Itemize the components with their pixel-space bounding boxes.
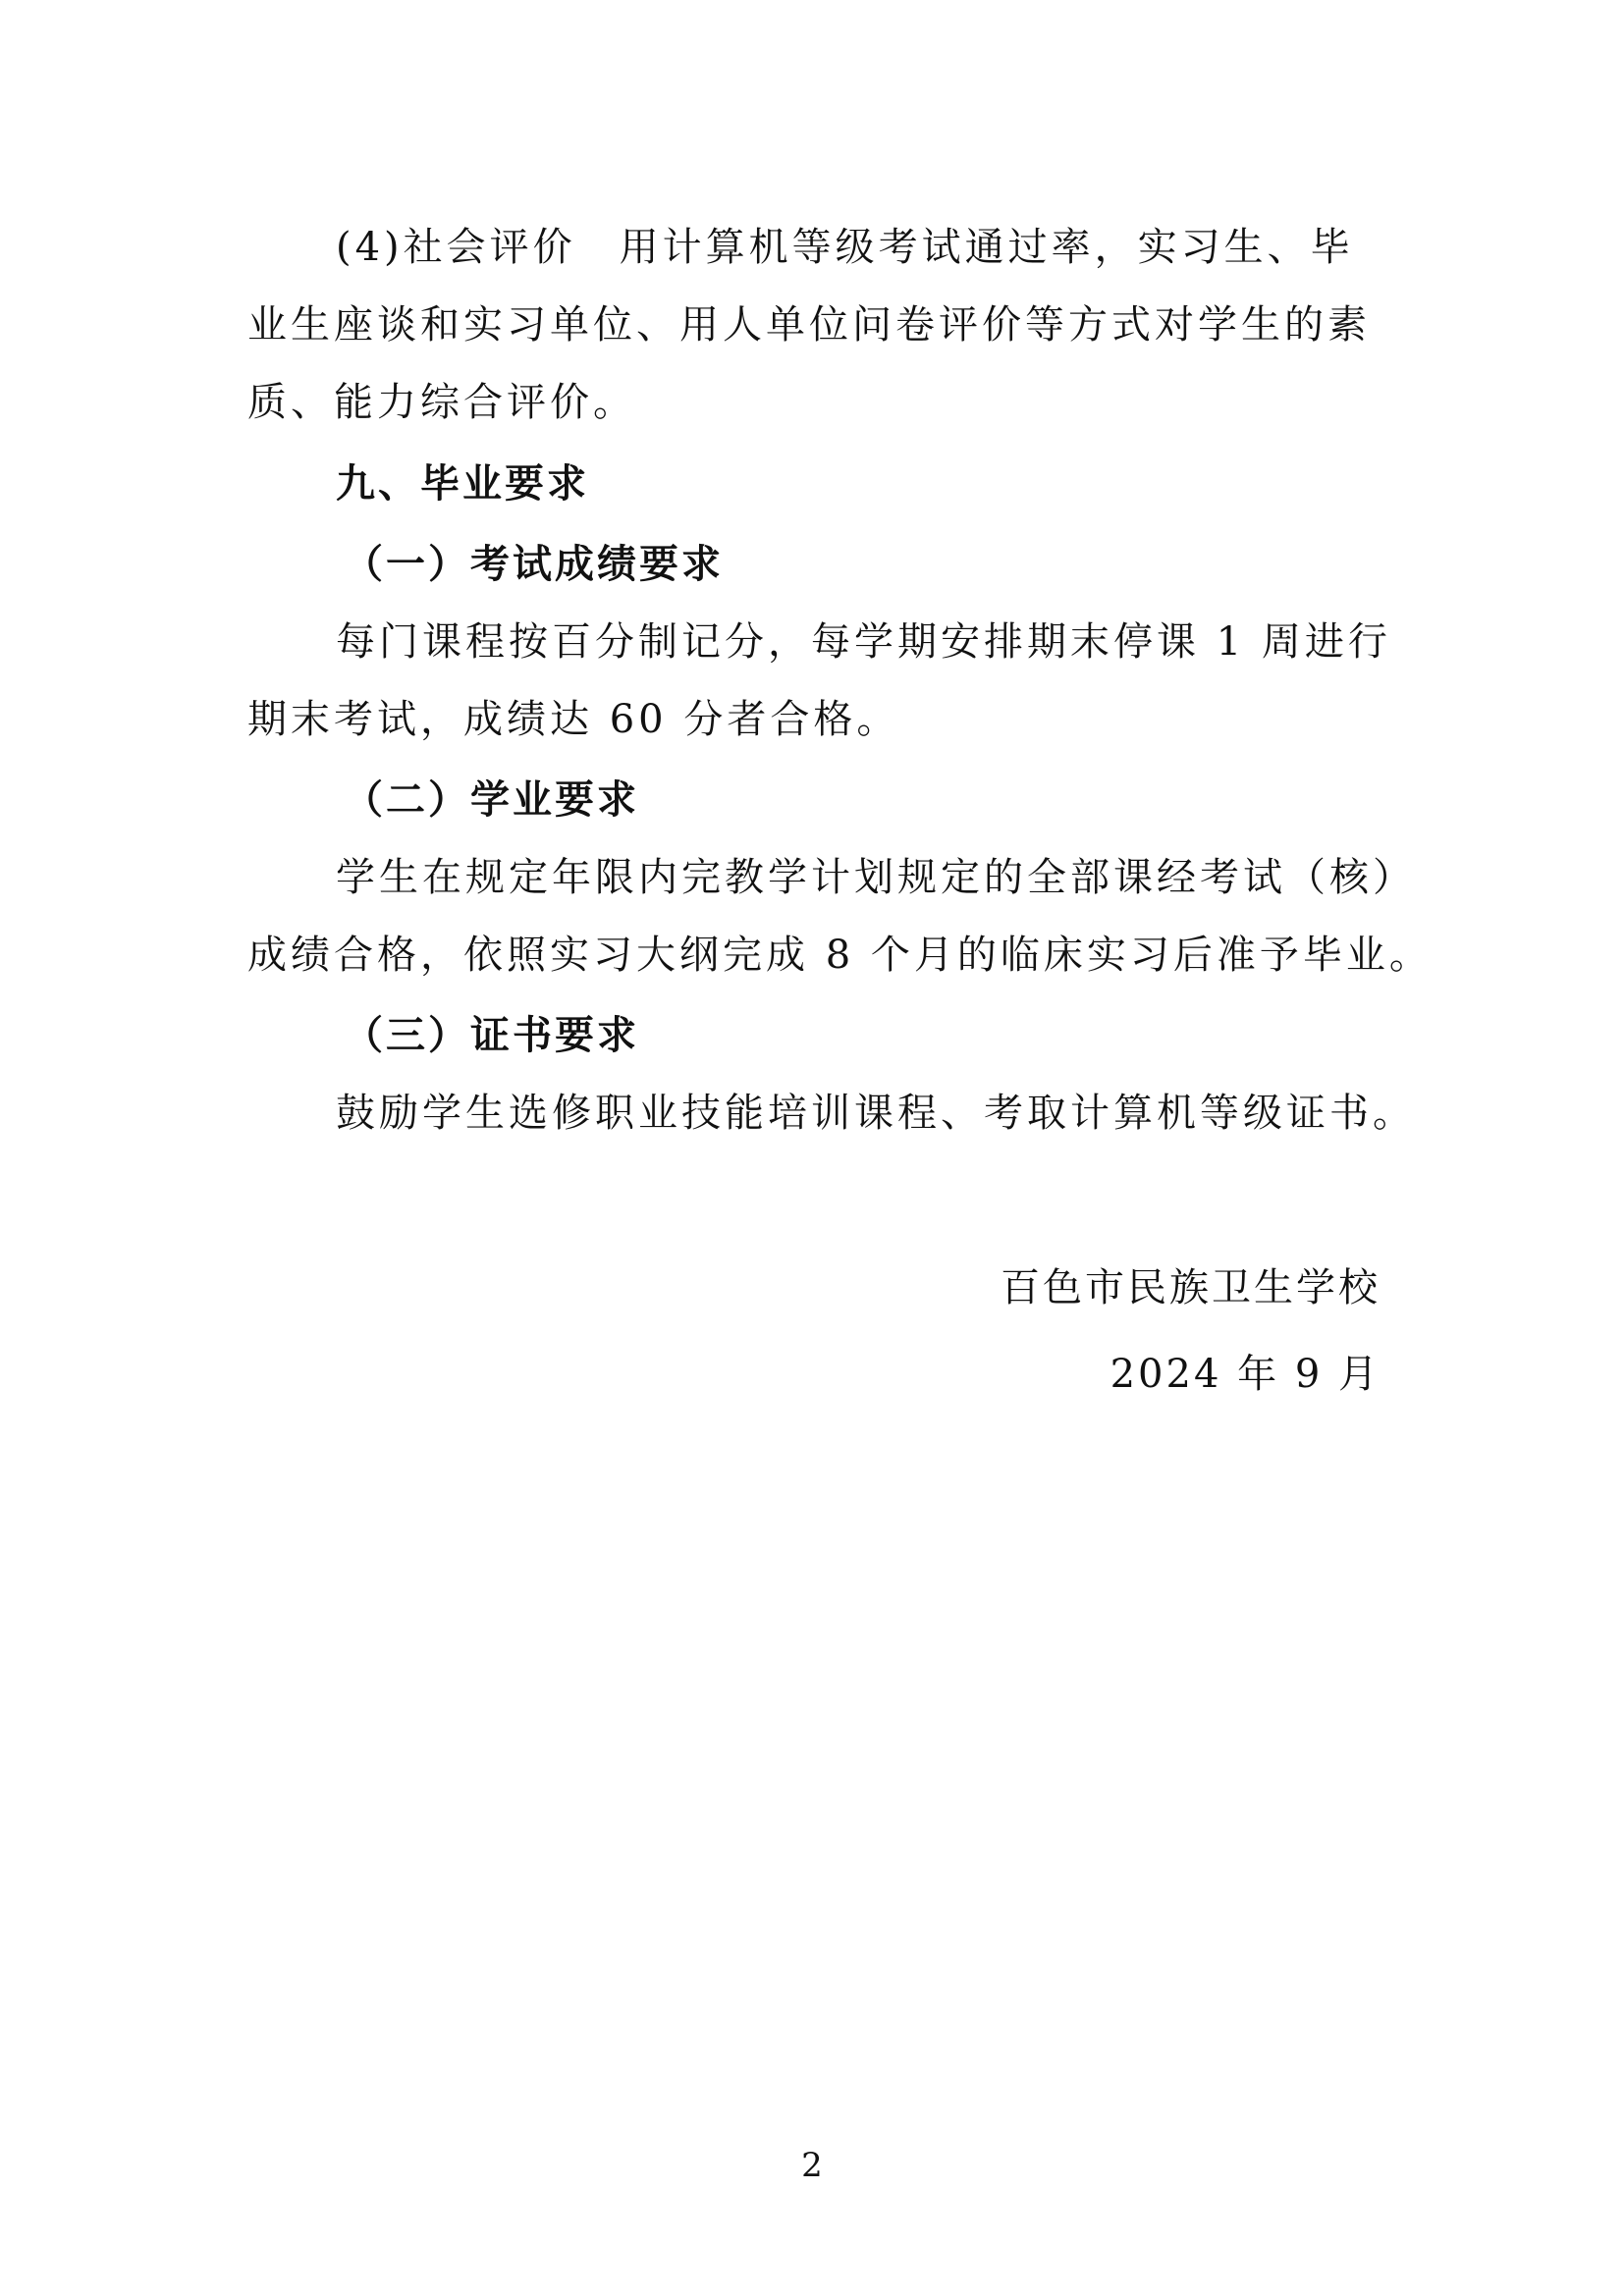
exam-line-1: 每门课程按百分制记分，每学期安排期末停课 1 周进行 xyxy=(336,619,1391,665)
social-eval-line-2: 业生座谈和实习单位、用人单位问卷评价等方式对学生的素 xyxy=(247,302,1371,347)
academic-heading: （二）学业要求 xyxy=(344,777,639,823)
certificate-line-1: 鼓励学生选修职业技能培训课程、考取计算机等级证书。 xyxy=(336,1091,1416,1136)
exam-line-2: 期末考试，成绩达 60 分者合格。 xyxy=(247,697,900,742)
academic-line-2: 成绩合格，依照实习大纲完成 8 个月的临床实习后准予毕业。 xyxy=(247,933,1433,978)
academic-line-1: 学生在规定年限内完教学计划规定的全部课经考试（核） xyxy=(336,855,1416,900)
social-eval-line-3: 质、能力综合评价。 xyxy=(247,380,636,425)
social-eval-line-1: (4)社会评价 用计算机等级考试通过率，实习生、毕 xyxy=(336,225,1354,270)
certificate-heading: （三）证书要求 xyxy=(344,1013,639,1058)
signature-org: 百色市民族卫生学校 xyxy=(1001,1265,1380,1310)
graduation-heading: 九、毕业要求 xyxy=(336,461,589,507)
page-number: 2 xyxy=(801,2146,823,2185)
signature-date: 2024 年 9 月 xyxy=(1110,1352,1380,1397)
exam-heading: （一）考试成绩要求 xyxy=(344,542,724,587)
